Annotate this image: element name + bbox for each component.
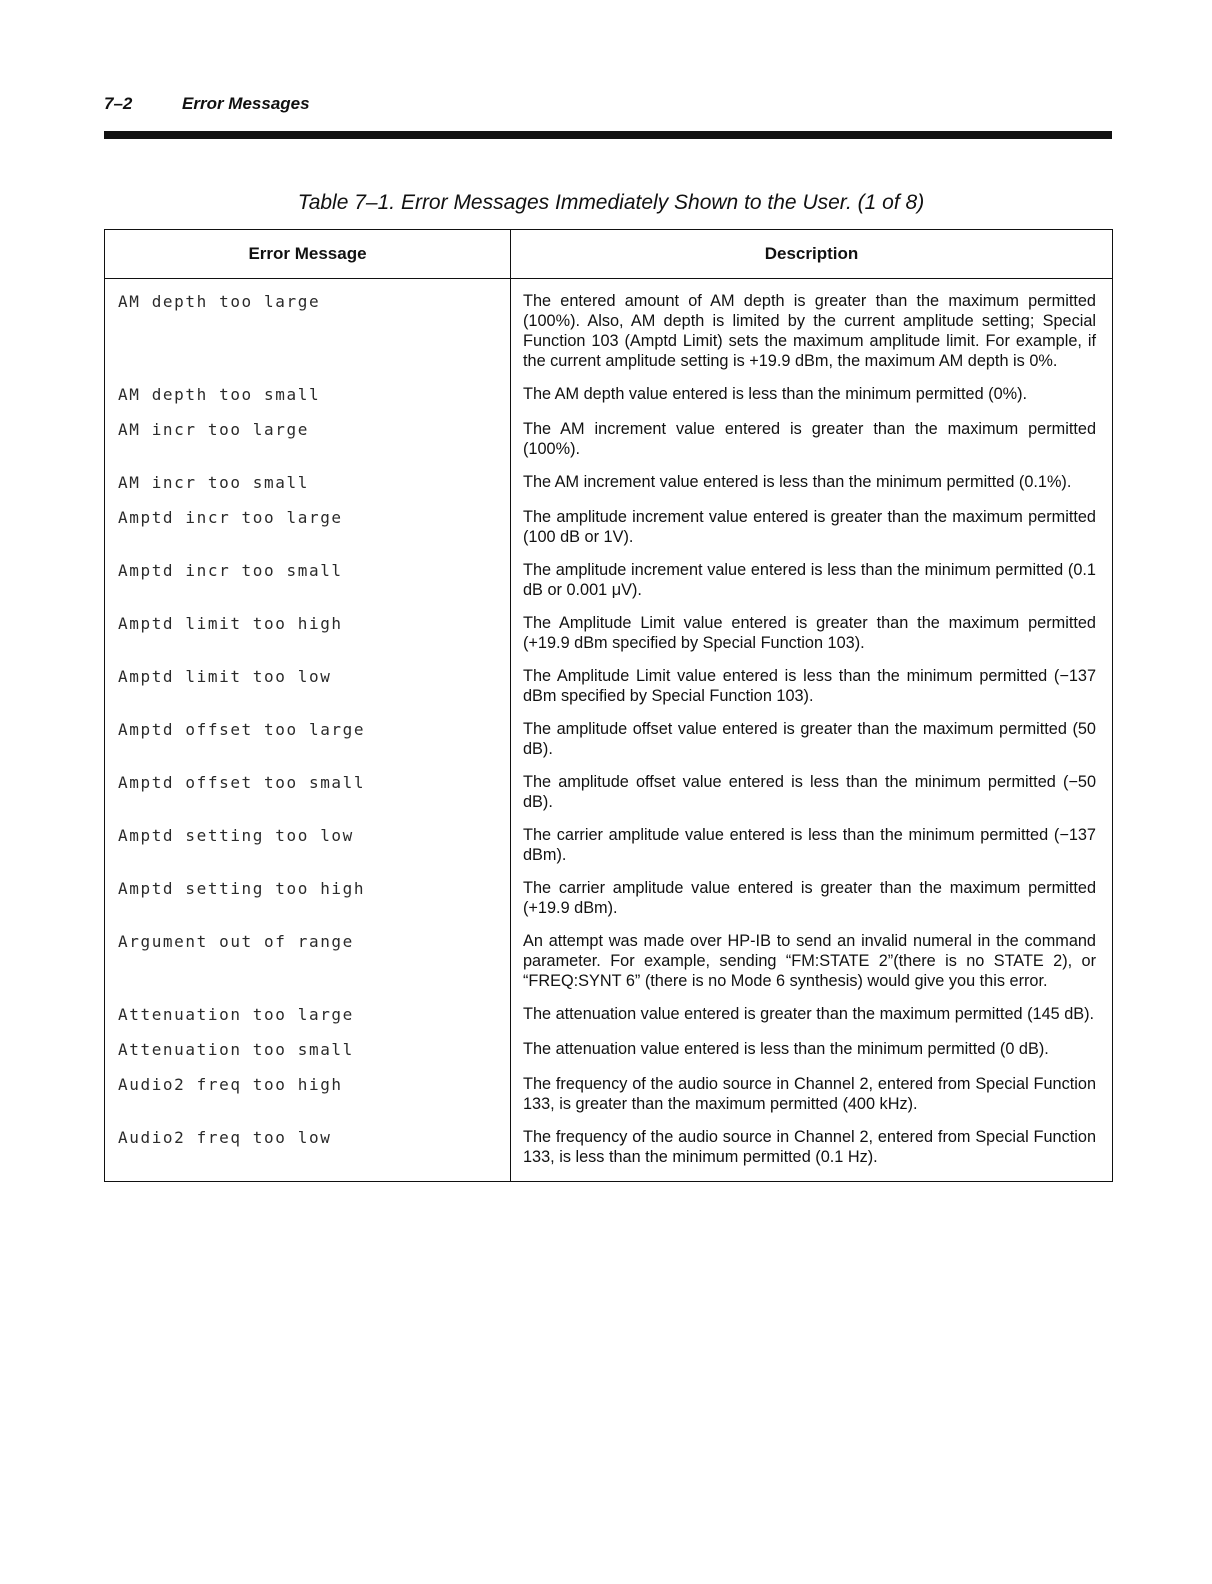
table-row — [105, 279, 1113, 379]
table-row — [105, 501, 1113, 554]
error-message-cell: Audio2 freq too high — [105, 1068, 511, 1121]
column-header-error-message: Error Message — [105, 230, 511, 279]
description-cell: The amplitude offset value entered is less than the minimum permitted (−50 dB). — [523, 773, 1096, 811]
error-message-cell: Attenuation too large — [105, 998, 511, 1033]
table-row — [105, 1033, 1113, 1068]
error-message-cell: Argument out of range — [105, 925, 511, 998]
error-message-cell: Amptd setting too low — [105, 819, 511, 872]
description-cell: The Amplitude Limit value entered is less than the minimum permitted (−137 dBm specified by Special Function 103). — [523, 667, 1096, 705]
table-row — [105, 1068, 1113, 1121]
description-cell: The attenuation value entered is less than the minimum permitted (0 dB). — [523, 1040, 1049, 1058]
table-row — [105, 1121, 1113, 1182]
column-header-description: Description — [511, 230, 1113, 279]
table-row — [105, 713, 1113, 766]
error-message-cell: Amptd incr too large — [105, 501, 511, 554]
description-cell: The entered amount of AM depth is greater than the maximum permitted (100%). Also, AM depth is limited by the current amplitude setting; Special Function 103 (Amptd Limit) sets the maximum amplitude limit. For example, if the current amplitude setting is +19.9 dBm, the maximum AM depth is 0%. — [523, 292, 1096, 370]
error-message-cell: AM depth too large — [105, 279, 511, 379]
error-messages-table — [104, 229, 1113, 1182]
description-cell: The frequency of the audio source in Channel 2, entered from Special Function 133, is less than the minimum permitted (0.1 Hz). — [523, 1128, 1096, 1166]
description-cell: The amplitude increment value entered is less than the minimum permitted (0.1 dB or 0.001 μV). — [523, 561, 1096, 599]
description-cell: The amplitude offset value entered is greater than the maximum permitted (50 dB). — [523, 720, 1096, 758]
table-row — [105, 554, 1113, 607]
table-row — [105, 660, 1113, 713]
table-row — [105, 378, 1113, 413]
table-row — [105, 413, 1113, 466]
description-cell: The attenuation value entered is greater than the maximum permitted (145 dB). — [523, 1005, 1095, 1023]
description-cell: The AM increment value entered is less than the minimum permitted (0.1%). — [523, 473, 1072, 491]
table-row — [105, 925, 1113, 998]
table-row — [105, 607, 1113, 660]
page-number: 7–2 — [104, 94, 133, 113]
table-row — [105, 466, 1113, 501]
description-cell: The amplitude increment value entered is greater than the maximum permitted (100 dB or 1V). — [523, 508, 1096, 546]
description-cell: The frequency of the audio source in Channel 2, entered from Special Function 133, is greater than the maximum permitted (400 kHz). — [523, 1075, 1096, 1113]
description-cell: The Amplitude Limit value entered is greater than the maximum permitted (+19.9 dBm specified by Special Function 103). — [523, 614, 1096, 652]
table-row — [105, 766, 1113, 819]
description-cell: The AM increment value entered is greater than the maximum permitted (100%). — [523, 420, 1096, 458]
error-message-cell: Amptd setting too high — [105, 872, 511, 925]
page-header — [104, 94, 310, 114]
error-message-cell: Amptd offset too small — [105, 766, 511, 819]
table-header-row — [105, 230, 1113, 279]
error-message-cell: Amptd limit too low — [105, 660, 511, 713]
error-message-cell: AM depth too small — [105, 378, 511, 413]
table-caption: Table 7–1. Error Messages Immediately Shown to the User. (1 of 8) — [297, 191, 925, 214]
error-message-cell: Amptd incr too small — [105, 554, 511, 607]
table-row — [105, 872, 1113, 925]
description-cell: The carrier amplitude value entered is greater than the maximum permitted (+19.9 dBm). — [523, 879, 1096, 917]
error-message-cell: AM incr too small — [105, 466, 511, 501]
error-message-cell: Attenuation too small — [105, 1033, 511, 1068]
header-rule — [104, 131, 1112, 139]
error-message-cell: Amptd offset too large — [105, 713, 511, 766]
error-message-cell: Amptd limit too high — [105, 607, 511, 660]
table-row — [105, 819, 1113, 872]
section-title: Error Messages — [182, 94, 310, 113]
description-cell: The carrier amplitude value entered is less than the minimum permitted (−137 dBm). — [523, 826, 1096, 864]
error-message-cell: Audio2 freq too low — [105, 1121, 511, 1182]
description-cell: An attempt was made over HP-IB to send an invalid numeral in the command parameter. For example, sending “FM:STATE 2”(there is no STATE 2), or “FREQ:SYNT 6” (there is no Mode 6 synthesis) would give you this error. — [523, 932, 1096, 990]
table-row — [105, 998, 1113, 1033]
description-cell: The AM depth value entered is less than the minimum permitted (0%). — [523, 385, 1028, 403]
error-message-cell: AM incr too large — [105, 413, 511, 466]
